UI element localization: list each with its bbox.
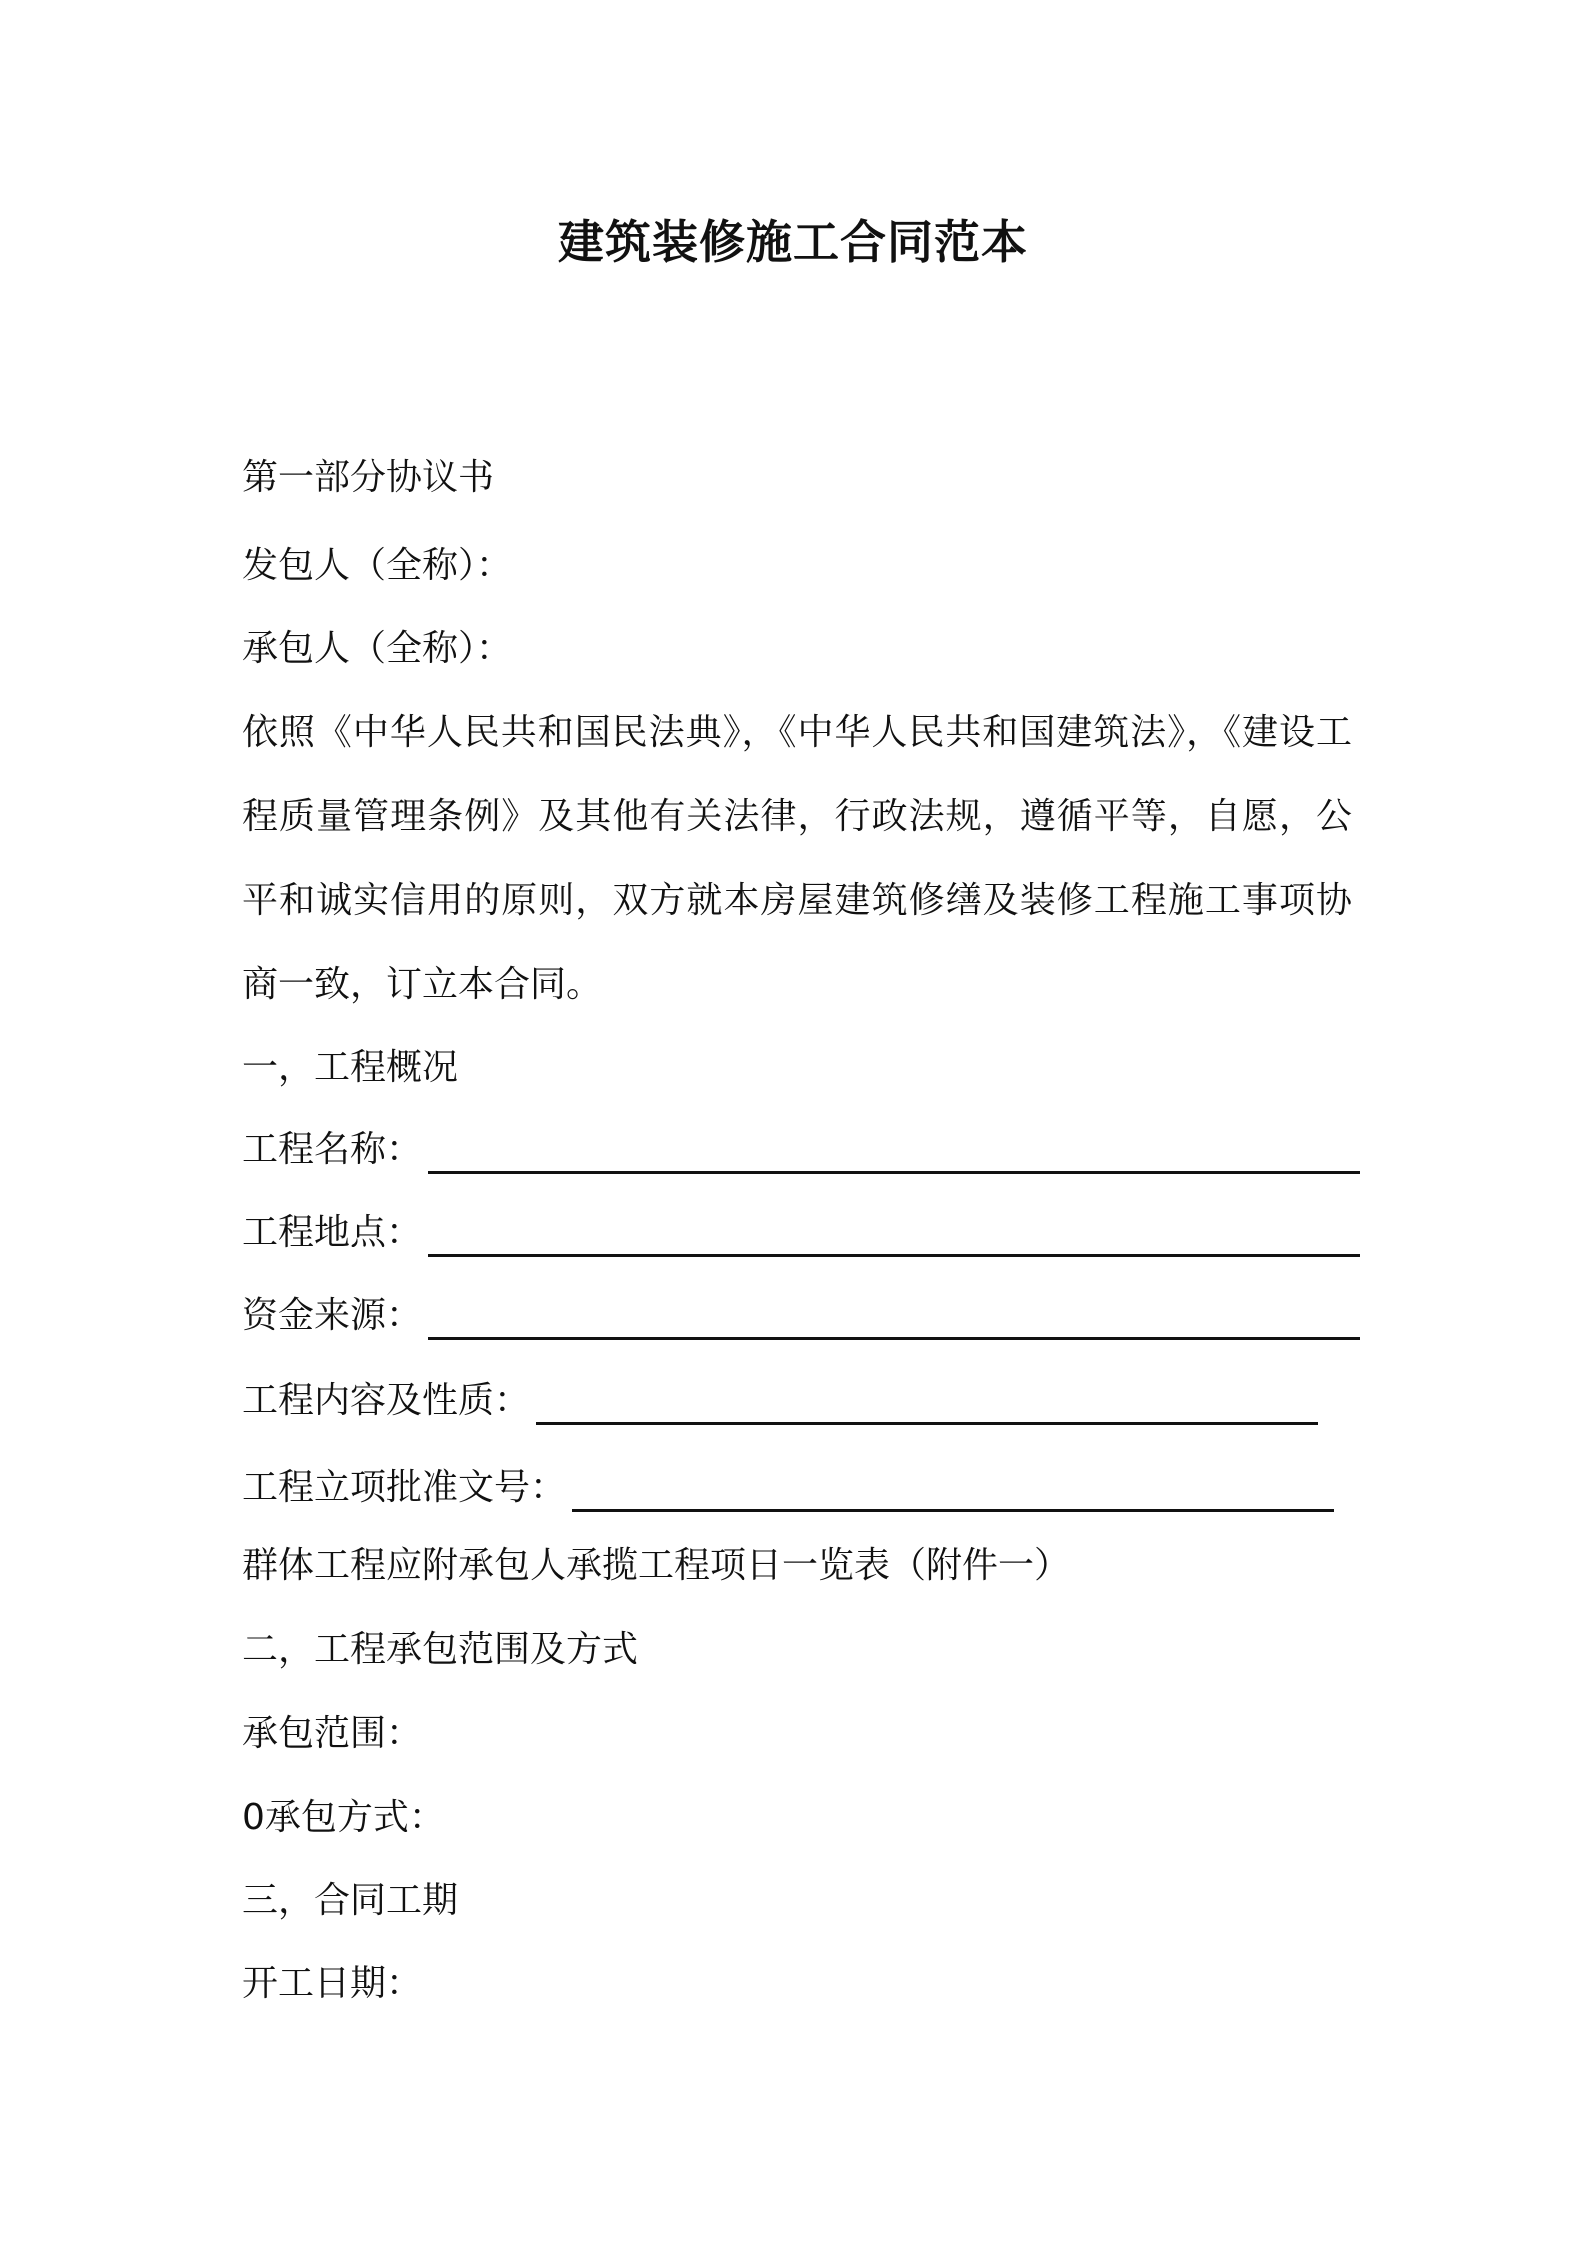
- project-name-blank-line: [428, 1131, 1360, 1174]
- content-nature-label: 工程内容及性质：: [242, 1380, 531, 1421]
- scope-label: 承包范围：: [242, 1713, 423, 1754]
- project-name-field: [242, 1126, 1360, 1174]
- funding-source-blank-line: [428, 1297, 1360, 1340]
- project-location-label: 工程地点：: [242, 1212, 423, 1253]
- document-title: 建筑装修施工合同范本: [558, 215, 1028, 269]
- section3-heading: 三，合同工期: [242, 1880, 459, 1921]
- content-nature-blank-line: [536, 1382, 1318, 1425]
- content-nature-field: [242, 1377, 1318, 1425]
- approval-number-blank-line: [572, 1469, 1334, 1512]
- section1-heading: 一，工程概况: [242, 1047, 459, 1088]
- approval-number-field: [242, 1464, 1334, 1512]
- contractor-label: 承包人（全称）：: [242, 628, 513, 669]
- method-label: 0承包方式：: [242, 1797, 445, 1838]
- section-part-heading: 第一部分协议书: [242, 457, 495, 498]
- intro-paragraph: 依照《中华人民共和国民法典》，《中华人民共和国建筑法》，《建设工程质量管理条例》及其他有关法律，行政法规，遵循平等，自愿，公平和诚实信用的原则，双方就本房屋建筑修缮及装修工程施工事项协商一致，订立本合同。: [242, 712, 1352, 1005]
- group-project-note: 群体工程应附承包人承揽工程项日一览表（附件一）: [242, 1545, 1071, 1586]
- section2-heading: 二，工程承包范围及方式: [242, 1629, 639, 1670]
- funding-source-field: [242, 1292, 1360, 1340]
- project-name-label: 工程名称：: [242, 1129, 423, 1170]
- project-location-field: [242, 1209, 1360, 1257]
- employer-label: 发包人（全称）：: [242, 545, 513, 586]
- project-location-blank-line: [428, 1214, 1360, 1257]
- funding-source-label: 资金来源：: [242, 1295, 423, 1336]
- approval-number-label: 工程立项批准文号：: [242, 1467, 567, 1508]
- start-date-label: 开工日期：: [242, 1963, 423, 2004]
